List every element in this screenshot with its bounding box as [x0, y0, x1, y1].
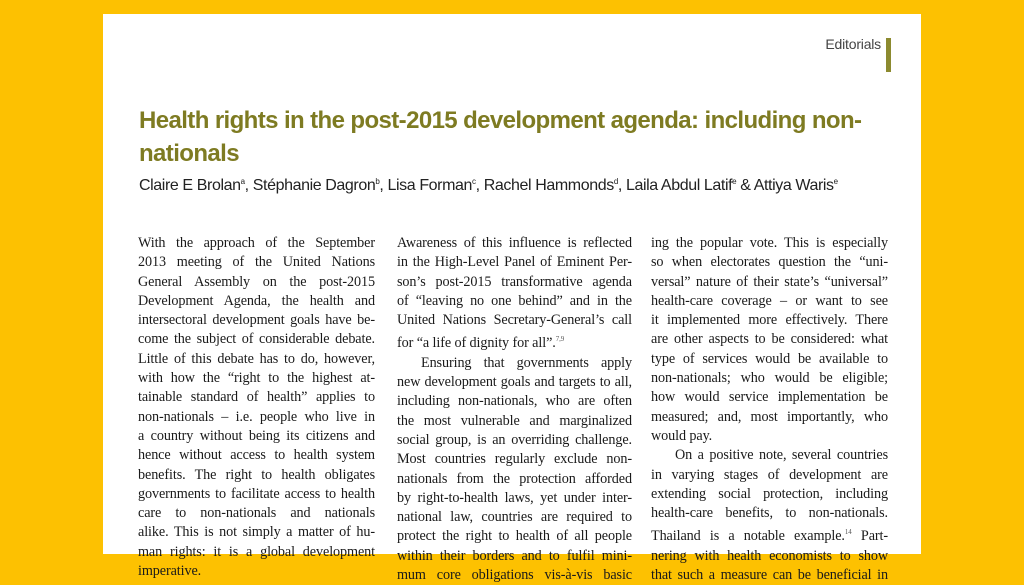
text-line: for “a life of dignity for all”.$^{7,9}$ [397, 335, 565, 352]
text-line: the most vulnerable and marginalized [397, 412, 632, 429]
author-affiliation-mark: b [375, 177, 380, 186]
author-affiliation-mark: d [613, 177, 618, 186]
text-line: within their borders and to fulfil mini- [397, 547, 632, 564]
reference-mark: 14 [844, 528, 852, 537]
text-line: Thailand is a notable example.$^{14}$ Part- [651, 528, 888, 545]
text-line: care to non-nationals and nationals [138, 505, 375, 522]
text-line: protect the right to health of all people [397, 528, 632, 545]
text-line: social group, is an overriding challenge. [397, 431, 632, 448]
text-line: new development goals and targets to all, [397, 374, 632, 391]
article-title: Health rights in the post-2015 development agenda: including non-nationals [139, 107, 862, 167]
text-line: ing the popular vote. This is especially [651, 235, 888, 251]
section-label: Editorials [825, 36, 881, 52]
text-line: come the subject of considerable debate. [138, 331, 375, 348]
text-line: United Nations Secretary-General’s call [397, 312, 632, 329]
text-line: type of services would be available to [651, 350, 888, 367]
journal-page [103, 14, 921, 584]
body-column-1 [138, 234, 375, 581]
text-line: health-care benefits, to non-nationals. [651, 505, 888, 522]
author-list: Claire E Brolan$^a$, Stéphanie Dagron$^b$, Lisa Forman$^c$, Rachel Hammonds$^d$, Laila Abdul Latif$^e$ & Attiya Waris$^e$ [139, 177, 838, 194]
text-line: so when electorates question the “uni- [651, 254, 888, 271]
reference-mark: 7,9 [555, 335, 565, 344]
text-line: with how the “right to the highest at- [138, 370, 375, 387]
text-line: including non-nationals, who are often [397, 393, 632, 410]
text-line: in the High-Level Panel of Eminent Per- [397, 254, 632, 271]
text-line: Little of this debate has to do, however, [138, 350, 375, 367]
author-affiliation-mark: e [833, 177, 838, 186]
text-line: that such a measure can be beneficial in [651, 567, 888, 584]
text-line: how would service implementation be [651, 389, 888, 406]
text-line: non-nationals – i.e. people who live in [138, 408, 375, 425]
author-affiliation-mark: e [732, 177, 737, 186]
text-line: a country without being its citizens and [138, 427, 375, 444]
author-affiliation-mark: a [240, 177, 245, 186]
text-line: imperative. [138, 563, 202, 580]
text-line: national law, countries are required to [397, 509, 632, 526]
text-line: it implemented more effectively. There [651, 312, 888, 329]
text-line: man rights: it is a global development [138, 543, 375, 560]
text-line: Most countries regularly exclude non- [397, 451, 632, 468]
body-column-3 [651, 234, 888, 585]
text-line: of “leaving no one behind” and in the [397, 292, 632, 309]
text-line: tainable standard of health” applies to [138, 389, 375, 406]
text-line: son’s post-2015 transformative agenda [397, 273, 632, 290]
text-line: 2013 meeting of the United Nations [138, 254, 375, 271]
section-marker-bar [886, 38, 891, 72]
text-line: Ensuring that governments apply [421, 354, 632, 371]
text-line: in varying stages of development are [651, 466, 888, 483]
author-affiliation-mark: c [472, 177, 476, 186]
text-line: measured; and, most importantly, who [651, 408, 888, 425]
text-line: are other aspects to be considered: what [651, 331, 888, 348]
text-line: by right-to-health laws, yet under inter- [397, 489, 632, 506]
author-name: Stéphanie Dagron [252, 177, 376, 194]
author-name: Attiya Waris [753, 177, 834, 194]
text-line: mum core obligations vis-à-vis basic [397, 567, 632, 584]
text-line: extending social protection, including [651, 485, 888, 502]
author-name: Rachel Hammonds [483, 177, 614, 194]
text-line: Development Agenda, the health and [138, 292, 375, 309]
text-line: nering with health economists to show [651, 547, 888, 564]
text-line: health-care coverage – or want to see [651, 292, 888, 309]
text-line: hence without access to health system [138, 447, 375, 464]
body-column-2 [397, 234, 632, 585]
text-line: intersectoral development goals have be- [138, 312, 375, 329]
text-line: non-nationals; who would be eligible; [651, 370, 888, 387]
text-line: versal” nature of their state’s “universal” [651, 273, 888, 290]
text-line: On a positive note, several countries [675, 447, 888, 464]
author-name: Claire E Brolan [139, 177, 241, 194]
text-line: benefits. The right to health obligates [138, 466, 375, 483]
text-line: General Assembly on the post-2015 [138, 273, 375, 290]
author-name: Lisa Forman [387, 177, 473, 194]
text-line: Awareness of this influence is reflected [397, 235, 632, 251]
text-line: alike. This is not simply a matter of hu- [138, 524, 375, 541]
text-line: governments to facilitate access to health [138, 485, 375, 502]
text-line: would pay. [651, 427, 713, 444]
text-line: nationals from the protection afforded [397, 470, 632, 487]
text-line: With the approach of the September [138, 235, 375, 251]
author-name: Laila Abdul Latif [625, 177, 733, 194]
